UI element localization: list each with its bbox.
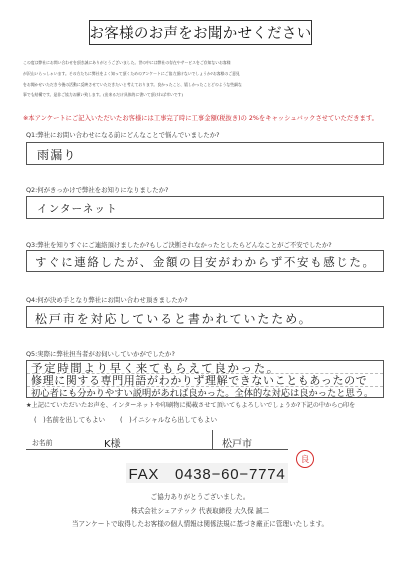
name-label: お名前 xyxy=(32,439,53,447)
evaluation-stamp: 良 xyxy=(296,450,314,468)
publish-permission-note: ★上記にていただいたお声を、インターネットや印刷物に掲載させて頂いてもよろしいでしょうか?下記の中から○印を xyxy=(26,402,356,409)
intro-line: この度は弊社にお問い合わせを頂き誠にありがとうございました。世の中には弊社の存在やサービスをご存知ないお客様 xyxy=(23,60,231,65)
question-3-label: Q3:弊社を知りすぐにご連絡頂けましたか?もしご決断されなかったとしたらどんなことがご不安でしたか? xyxy=(26,241,332,249)
answer-5-line: 予定時間より早く来てもらえて良かった。 xyxy=(31,361,280,375)
intro-line: 事でも結構です。是非ご協力お願い致します。(出来るだけ具体的に書いて頂ければ幸いです) xyxy=(23,92,183,98)
answer-4-text: 松戸市を対応していると書かれていたため。 xyxy=(35,312,313,326)
answer-5-box[interactable] xyxy=(26,360,384,398)
answer-3-text: すぐに連絡したが、金額の目安がわからず不安も感じた。 xyxy=(35,255,376,269)
question-2-label: Q2:何がきっかけで弊社をお知りになりましたか? xyxy=(26,186,169,194)
answer-4-box[interactable] xyxy=(26,306,384,328)
question-5-label: Q5:実際に弊社担当者がお伺いしていかがでしたか? xyxy=(26,350,175,358)
option-name-ok[interactable]: ( )名前を出してもよい xyxy=(34,416,106,424)
intro-text xyxy=(23,58,383,101)
answer-2-box[interactable] xyxy=(26,196,384,219)
customer-city: 松戸市 xyxy=(222,439,252,450)
company-text: 株式会社シェアテック 代表取締役 大久保 誠二 xyxy=(130,507,270,515)
question-4-label: Q4:何が決め手となり弊社にお問い合わせ頂きましたか? xyxy=(26,296,188,304)
answer-2-text: インターネット xyxy=(37,203,118,215)
answer-1-text: 雨漏り xyxy=(37,148,77,162)
fax-number: FAX 0438−60−7774 xyxy=(126,463,288,483)
answer-5-line: 初心者にも分かりやすい説明があれば良かった。全体的な対応は良かったと思う。 xyxy=(31,388,374,399)
answer-1-box[interactable] xyxy=(26,142,384,165)
thanks-text: ご協力ありがとうございました。 xyxy=(150,493,250,501)
cashback-note: ※本アンケートにご記入いただいたお客様には工事完了時に工事金額(税抜き)の 2%をキャッシュバックさせていただきます。 xyxy=(23,115,378,122)
page-title: お客様のお声をお聞かせください xyxy=(89,20,312,45)
customer-name: K様 xyxy=(104,439,121,450)
privacy-text: 当アンケートで取得したお客様の個人情報は関係法規に基づき厳正に管理いたします。 xyxy=(71,520,329,528)
intro-line: が沢山いらっしゃいます。その方たちに弊社をよく知って頂くためのアンケートにご協力頂けないでしょうか?お客様のご意見 xyxy=(23,70,240,76)
answer-5-line: 修理に関する専門用語がわかりず理解できないこともあったので xyxy=(31,374,368,387)
question-1-label: Q1:弊社にお問い合わせになる前にどんなことで悩んでいましたか? xyxy=(26,131,220,139)
option-initial-ok[interactable]: ( )イニシャルなら出してもよい xyxy=(120,416,218,424)
intro-line: をお聞かせいただき今後の活動に反映させていただきたいと考えております。良かったこと、嬉しかったことどのような些細な xyxy=(23,81,242,87)
name-divider xyxy=(212,430,213,450)
answer-3-box[interactable] xyxy=(26,250,384,272)
name-row xyxy=(26,432,288,450)
